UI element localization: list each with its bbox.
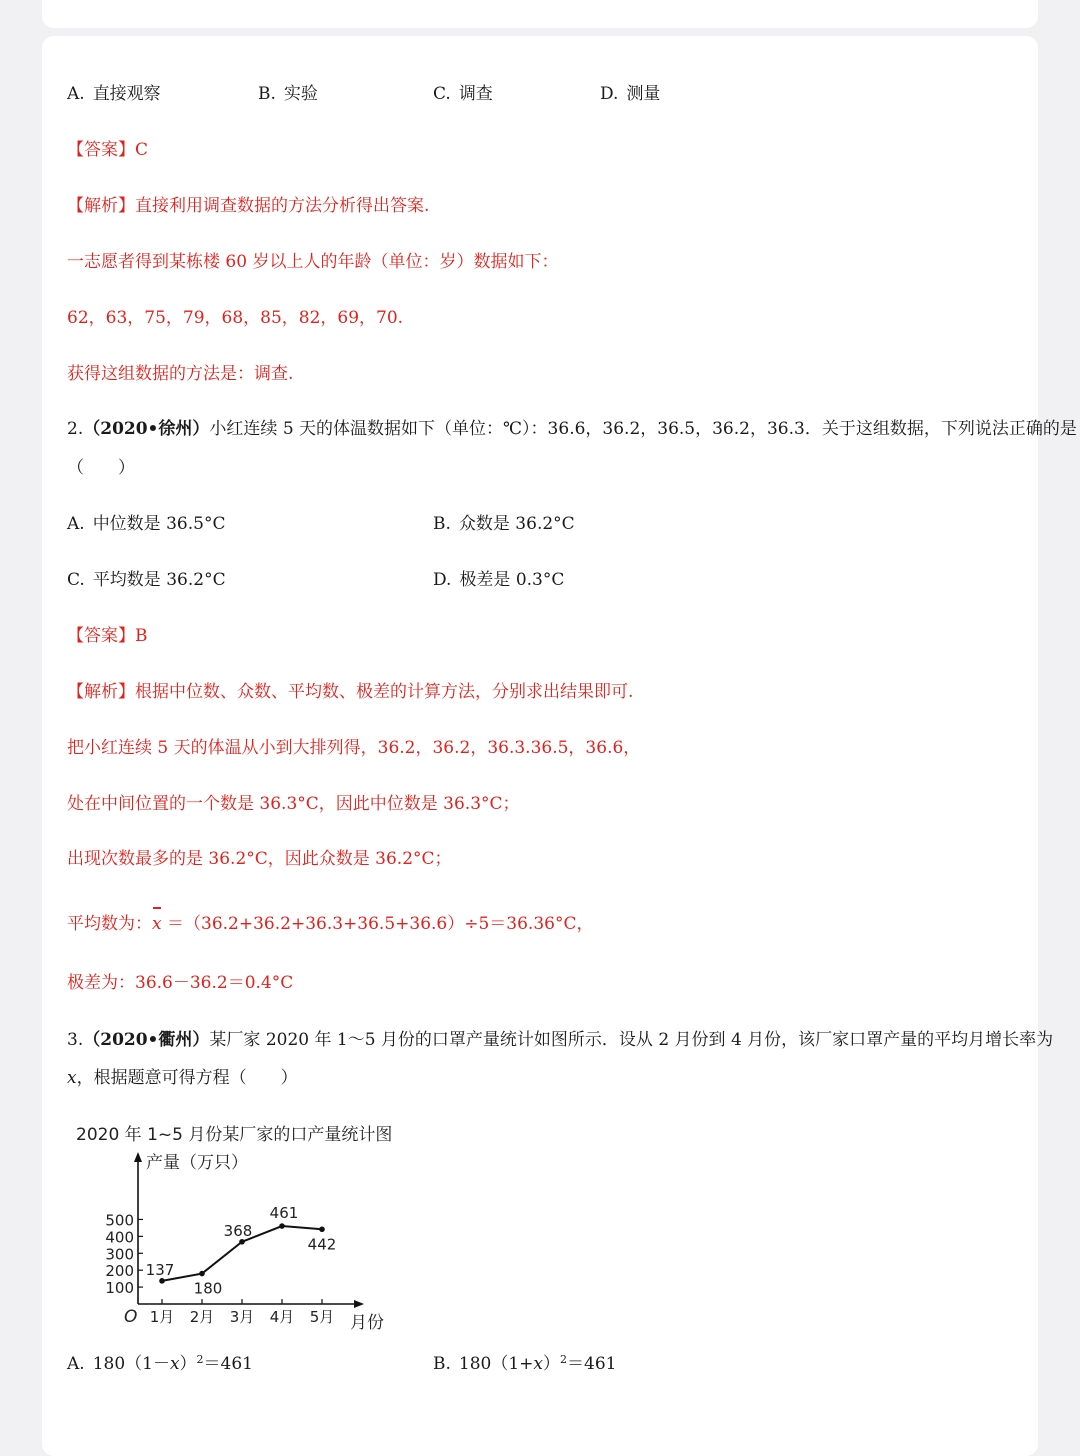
y-tick-label: 300 bbox=[105, 1245, 134, 1264]
data-point bbox=[239, 1239, 245, 1245]
q2-source: （2020•徐州） bbox=[83, 419, 210, 439]
q3-source: （2020•衢州） bbox=[83, 1030, 210, 1050]
data-point bbox=[159, 1278, 165, 1284]
q1-answer: 【答案】C bbox=[67, 140, 149, 160]
data-label: 180 bbox=[193, 1279, 223, 1298]
x-axis-arrow bbox=[354, 1300, 364, 1308]
chart-title: 2020 年 1~5 月份某厂家的口产量统计图 bbox=[76, 1125, 393, 1145]
document-page bbox=[42, 36, 1077, 1456]
chart-svg bbox=[66, 1116, 406, 1333]
q1-option-b: B. 实验 bbox=[258, 84, 318, 104]
data-label: 461 bbox=[269, 1204, 299, 1223]
q3-stem bbox=[67, 1029, 1053, 1051]
data-point bbox=[279, 1223, 285, 1229]
previous-page-card bbox=[42, 0, 1038, 28]
x-tick-label: 1月 bbox=[149, 1308, 175, 1326]
q2-stem-blank: （ ） bbox=[67, 458, 135, 478]
q2-stem-text: 小红连续 5 天的体温数据如下（单位：℃）：36.6，36.2，36.5，36.2，36.3．关于这组数据，下列说法正确的是 bbox=[209, 419, 1077, 439]
data-point bbox=[319, 1226, 325, 1232]
data-label: 368 bbox=[223, 1221, 253, 1240]
q2-answer: 【答案】B bbox=[67, 626, 148, 646]
y-tick-label: 500 bbox=[105, 1211, 134, 1230]
q2-analysis-line: 处在中间位置的一个数是 36.3°C，因此中位数是 36.3°C； bbox=[67, 794, 520, 814]
y-axis-arrow bbox=[134, 1152, 142, 1162]
data-point bbox=[199, 1271, 205, 1277]
data-label: 442 bbox=[307, 1235, 337, 1254]
x-bar-symbol: x bbox=[152, 914, 162, 934]
q2-mean-line: 平均数为：x ＝（36.2+36.2+36.3+36.5+36.6）÷5＝36.36°C， bbox=[67, 914, 594, 934]
q1-option-c: C. 调查 bbox=[433, 84, 493, 104]
q1-analysis-line: 获得这组数据的方法是：调查. bbox=[67, 364, 294, 384]
x-tick-label: 3月 bbox=[229, 1308, 255, 1326]
y-tick-label: 400 bbox=[105, 1228, 134, 1247]
q2-stem bbox=[67, 418, 1077, 440]
q2-range-line: 极差为：36.6－36.2＝0.4°C bbox=[67, 973, 294, 993]
q3-stem-line2: x，根据题意可得方程（ ） bbox=[67, 1068, 298, 1088]
q1-analysis-line: 62，63，75，79，68，85，82，69，70. bbox=[67, 308, 404, 328]
y-axis-label: 产量（万只） bbox=[146, 1153, 248, 1173]
data-label: 137 bbox=[145, 1260, 175, 1279]
more-icon[interactable] bbox=[42, 0, 1038, 1]
production-line-chart bbox=[66, 1116, 406, 1333]
q3-option-a: A. $180(1-x)^2=461$ bbox=[67, 1353, 253, 1374]
x-tick-label: 5月 bbox=[309, 1308, 335, 1326]
q1-option-a: A. 直接观察 bbox=[67, 84, 161, 104]
q3-stem-text: 某厂家 2020 年 1～5 月份的口罩产量统计如图所示．设从 2 月份到 4 月份，该厂家口罩产量的平均月增长率为 bbox=[209, 1030, 1054, 1050]
q2-analysis-line: 把小红连续 5 天的体温从小到大排列得，36.2，36.2，36.3.36.5，36.6， bbox=[67, 738, 641, 758]
x-tick-label: 2月 bbox=[189, 1308, 215, 1326]
x-axis-label: 月份 bbox=[350, 1313, 384, 1333]
origin-label: O bbox=[124, 1307, 138, 1327]
q2-option-b: B. 众数是 36.2°C bbox=[433, 514, 575, 534]
q2-option-d: D. 极差是 0.3°C bbox=[433, 570, 565, 590]
q2-analysis-line: 【解析】根据中位数、众数、平均数、极差的计算方法，分别求出结果即可. bbox=[67, 682, 634, 702]
q2-option-c: C. 平均数是 36.2°C bbox=[67, 570, 226, 590]
q2-number: 2. bbox=[67, 419, 84, 439]
y-tick-label: 100 bbox=[105, 1279, 134, 1298]
q1-analysis-line: 一志愿者得到某栋楼 60 岁以上人的年龄（单位：岁）数据如下： bbox=[67, 252, 559, 272]
q3-number: 3. bbox=[67, 1030, 84, 1050]
x-tick-label: 4月 bbox=[269, 1308, 295, 1326]
q2-analysis-line: 出现次数最多的是 36.2°C，因此众数是 36.2°C； bbox=[67, 849, 452, 869]
q1-option-d: D. 测量 bbox=[600, 84, 661, 104]
q2-option-a: A. 中位数是 36.5°C bbox=[67, 514, 226, 534]
y-tick-label: 200 bbox=[105, 1262, 134, 1281]
q3-option-b: B. $180(1+x)^2=461$ bbox=[433, 1353, 617, 1374]
q1-analysis-line: 【解析】直接利用调查数据的方法分析得出答案. bbox=[67, 196, 430, 216]
